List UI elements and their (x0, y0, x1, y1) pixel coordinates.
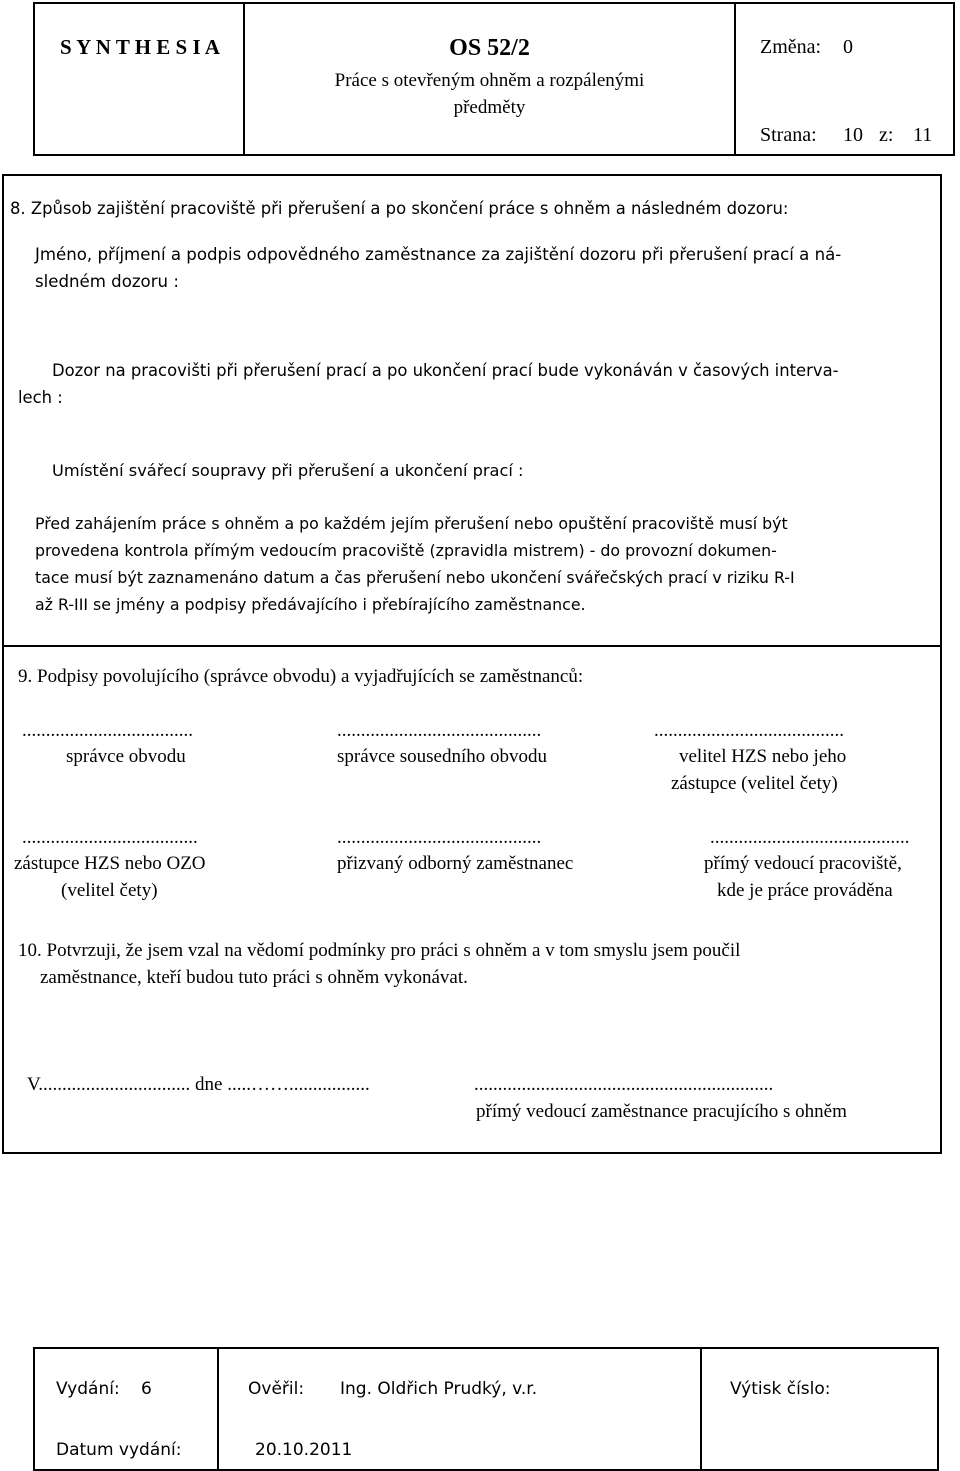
change-label: Změna: (760, 36, 822, 58)
page-total: 11 (913, 124, 933, 146)
note-line-2: provedena kontrola přímým vedoucím pracoviště (zpravidla mistrem) - do provozní dokumen- (35, 541, 777, 560)
page-number: 10 (843, 124, 863, 146)
signature-line: .................................... (22, 720, 193, 741)
signature-line: ..................................... (22, 827, 198, 848)
issue-date-value: 20.10.2011 (255, 1440, 353, 1460)
signature-line: ........................................... (337, 827, 542, 848)
page-of-label: z: (879, 124, 894, 146)
document-title-line-1: Práce s otevřeným ohněm a rozpálenými (334, 70, 645, 91)
supervision-line-2: lech : (18, 388, 63, 407)
section-8-heading: 8. Způsob zajištění pracoviště při přerušení a po skončení práce s ohněm a následném dozoru: (10, 199, 789, 218)
note-line-1: Před zahájením práce s ohněm a po každém jejím přerušení nebo opuštění pracoviště musí být (35, 514, 788, 533)
signature-label-hzs-deputy-line-2: (velitel čety) (61, 880, 158, 901)
company-name: S Y N T H E S I A (60, 35, 220, 59)
document-code: OS 52/2 (449, 35, 530, 61)
signature-label-worker-supervisor: přímý vedoucí zaměstnance pracujícího s ohněm (476, 1101, 847, 1122)
footer-divider-1 (217, 1347, 219, 1471)
form-body-box (2, 174, 942, 1154)
signature-line: ........................................ (654, 720, 844, 741)
signature-label-fire-commander-line-1: velitel HZS nebo jeho (679, 746, 847, 767)
place-and-date-field: V................................ dne .....……................. (27, 1074, 370, 1095)
supervision-line-1: Dozor na pracovišti při přerušení prací a po ukončení prací bude vykonáván v časových interva- (52, 361, 839, 380)
section-10-line-2: zaměstnance, kteří budou tuto práci s ohněm vykonávat. (40, 967, 468, 988)
issue-date-label: Datum vydání: (56, 1440, 182, 1460)
header-divider-2 (734, 2, 736, 156)
signature-label-direct-supervisor-line-1: přímý vedoucí pracoviště, (704, 853, 902, 874)
section-9-heading: 9. Podpisy povolujícího (správce obvodu) a vyjadřujících se zaměstnanců: (18, 666, 584, 687)
signature-label-direct-supervisor-line-2: kde je práce prováděna (717, 880, 893, 901)
signature-line: .......................................... (710, 827, 910, 848)
signature-line: ........................................... (337, 720, 542, 741)
document-title-line-2: předměty (453, 97, 526, 118)
welding-set-location: Umístění svářecí soupravy při přerušení a ukončení prací : (52, 461, 524, 480)
section-10-line-1: 10. Potvrzuji, že jsem vzal na vědomí podmínky pro práci s ohněm a v tom smyslu jsem poučil (18, 940, 741, 961)
responsible-person-line-2: sledném dozoru : (35, 272, 179, 291)
signature-label-invited-expert: přizvaný odborný zaměstnanec (337, 853, 574, 874)
responsible-person-line-1: Jméno, příjmení a podpis odpovědného zaměstnance za zajištění dozoru při přerušení prací a ná- (35, 245, 842, 264)
copy-number-label: Výtisk číslo: (730, 1379, 831, 1399)
edition-label: Vydání: (56, 1379, 120, 1399)
footer-divider-2 (700, 1347, 702, 1471)
signature-label-hzs-deputy-line-1: zástupce HZS nebo OZO (14, 853, 206, 874)
note-line-4: až R-III se jmény a podpisy předávajícího i přebírajícího zaměstnance. (35, 595, 586, 614)
signature-label-neighbor-manager: správce sousedního obvodu (337, 746, 548, 767)
verified-value: Ing. Oldřich Prudký, v.r. (340, 1379, 538, 1399)
verified-label: Ověřil: (248, 1379, 305, 1399)
section-9-divider (2, 645, 942, 647)
signature-line: ............................................................... (474, 1074, 774, 1095)
edition-value: 6 (141, 1379, 152, 1399)
page-label: Strana: (760, 124, 817, 146)
signature-label-area-manager: správce obvodu (66, 746, 186, 767)
change-value: 0 (843, 36, 853, 58)
note-line-3: tace musí být zaznamenáno datum a čas přerušení nebo ukončení svářečských prací v riziku R-I (35, 568, 795, 587)
signature-label-fire-commander-line-2: zástupce (velitel čety) (671, 773, 838, 794)
